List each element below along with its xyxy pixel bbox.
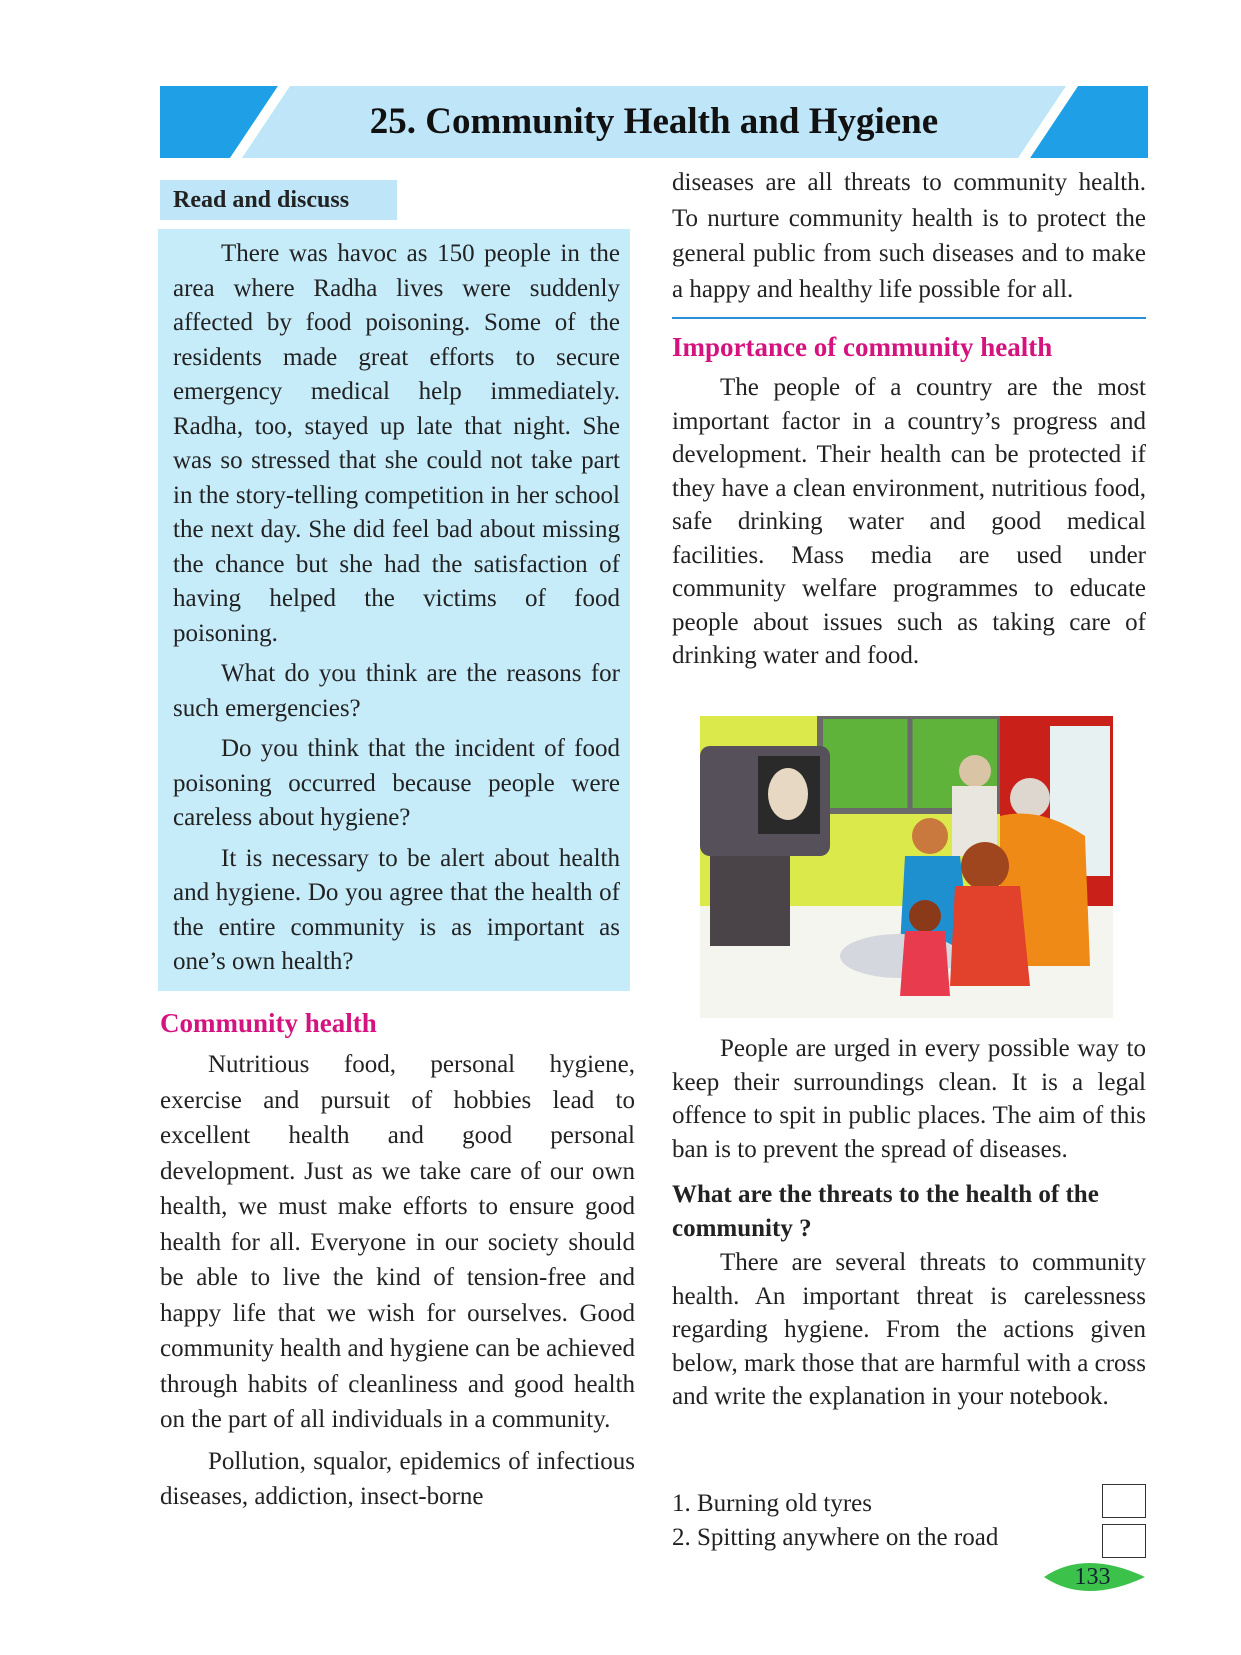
threats-heading: What are the threats to the health of the community ? — [672, 1181, 1099, 1242]
chapter-title: 25. Community Health and Hygiene — [369, 101, 939, 142]
importance-heading: Importance of community health — [672, 332, 1053, 362]
threats-paragraph: There are several threats to community health. An important threat is carelessness regarding hygiene. From the actions given below, mark those that are harmful with a cross and write the explanation in your notebook. — [672, 1249, 1146, 1410]
urged-paragraph: People are urged in every possible way to keep their surroundings clean. It is a legal offence to spit in public places. The aim of this ban is to prevent the spread of diseases. — [672, 1035, 1146, 1163]
page-number: 133 — [1074, 1564, 1111, 1590]
story-paragraph: There was havoc as 150 people in the area where Radha lives were suddenly affected by food poisoning. Some of the residents made great efforts to secure emergency medical help immediately. Radha, too, stayed up late that night. She was so stressed that she could not take part in the story-telling competition in her school the next day. She did feel bad about missing the chance but she had the satisfaction of having helped the victims of food poisoning. — [173, 240, 620, 647]
importance-paragraph: The people of a country are the most important factor in a country’s progress and development. Their health can be protected if they have a clean environment, nutritious food, safe drinking water and good medical facilities. Mass media are used under community welfare programmes to educate people about issues such as taking care of drinking water and food. — [672, 374, 1146, 669]
right-column-lower — [672, 1032, 1146, 1414]
action-2-checkbox[interactable] — [1102, 1524, 1146, 1558]
left-column — [160, 1005, 635, 1515]
discussion-question: Do you think that the incident of food poisoning occurred because people were careless about hygiene? — [173, 735, 620, 831]
read-discuss-label: Read and discuss — [160, 180, 397, 220]
discussion-question: It is necessary to be alert about health and hygiene. Do you agree that the health of the entire community is as important as one’s own health? — [173, 844, 620, 975]
action-1-checkbox[interactable] — [1102, 1484, 1146, 1518]
community-health-heading: Community health — [160, 1008, 377, 1038]
continuation-paragraph: diseases are all threats to community health. To nurture community health is to protect the general public from such diseases and to make a happy and healthy life possible for all. — [672, 169, 1146, 303]
right-column — [672, 165, 1146, 673]
story-box — [158, 229, 630, 991]
pollution-paragraph: Pollution, squalor, epidemics of infectious diseases, addiction, insect-borne — [160, 1447, 635, 1510]
discussion-question: What do you think are the reasons for such emergencies? — [173, 660, 620, 722]
family-watching-tv-illustration — [700, 716, 1113, 1018]
action-item-2: 2. Spitting anywhere on the road — [672, 1524, 999, 1551]
section-divider — [672, 317, 1146, 319]
action-item-1: 1. Burning old tyres — [672, 1490, 872, 1517]
community-health-paragraph: Nutritious food, personal hygiene, exercise and pursuit of hobbies lead to excellent health and good personal development. Just as we take care of our own health, we must make efforts to ensure good health for all. Everyone in our society should be able to live the kind of tension-free and happy life that we wish for ourselves. Good community health and hygiene can be achieved through habits of cleanliness and good health on the part of all individuals in a community. — [160, 1051, 635, 1433]
